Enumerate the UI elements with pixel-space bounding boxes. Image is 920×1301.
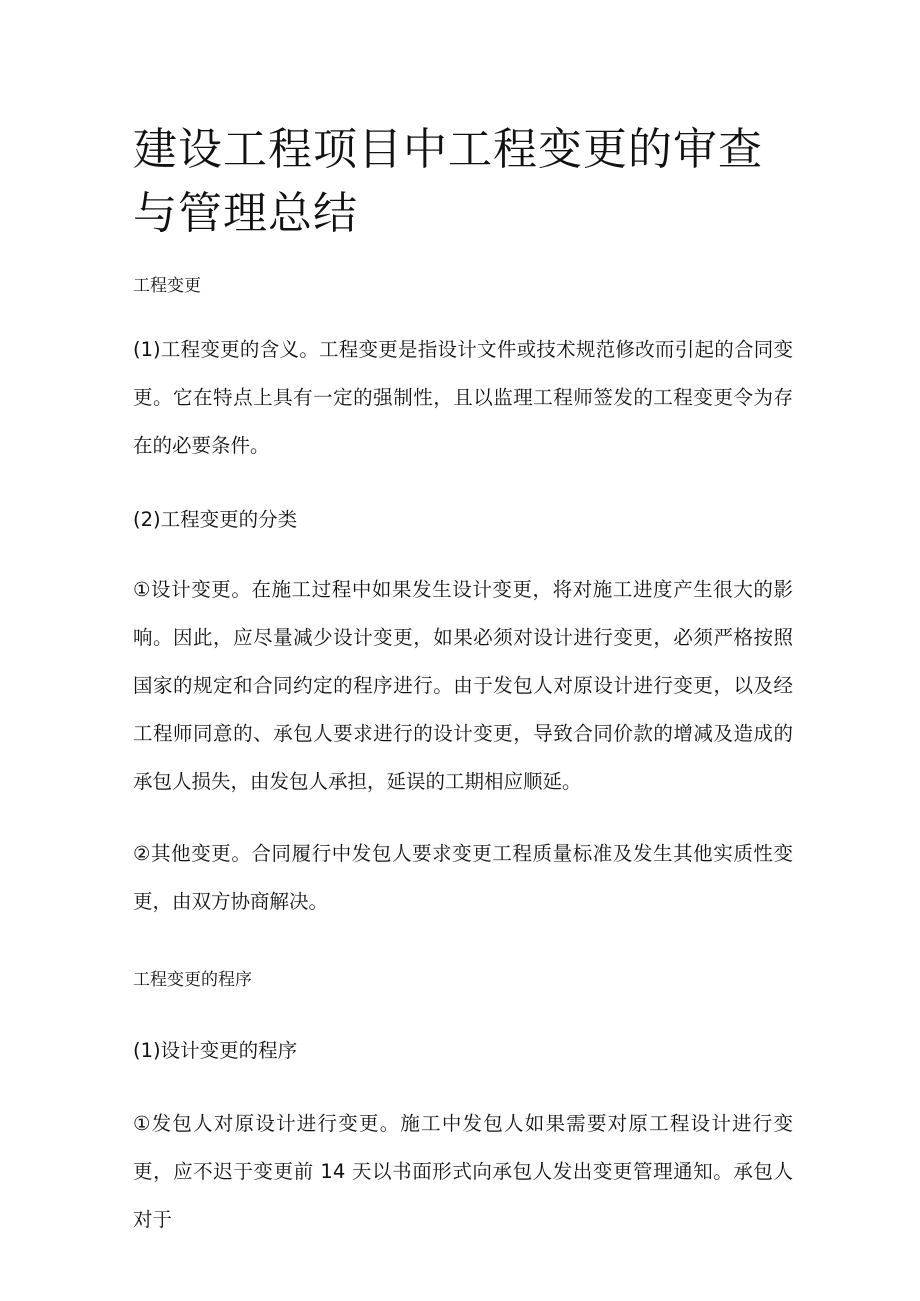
document-title: 建设工程项目中工程变更的审查与管理总结 — [133, 124, 763, 239]
section-heading-change-procedure: 工程变更的程序 — [133, 970, 252, 990]
subheading-change-classification: (2)工程变更的分类 — [133, 508, 298, 531]
section-heading-engineering-change: 工程变更 — [133, 276, 201, 296]
paragraph-other-change: ②其他变更。合同履行中发包人要求变更工程质量标准及发生其他实质性变更，由双方协商解决。 — [133, 842, 793, 913]
paragraph-design-change: ①设计变更。在施工过程中如果发生设计变更，将对施工进度产生很大的影响。因此，应尽量减少设计变更，如果必须对设计进行变更，必须严格按照国家的规定和合同约定的程序进行。由于发包人对原设计进行变更，以及经工程师同意的、承包人要求进行的设计变更，导致合同价款的增减及造成的承包人损失，由发包人承担，延误的工期相应顺延。 — [133, 578, 793, 793]
paragraph-change-definition: (1)工程变更的含义。工程变更是指设计文件或技术规范修改而引起的合同变更。它在特点上具有一定的强制性，且以监理工程师签发的工程变更令为存在的必要条件。 — [133, 338, 793, 457]
paragraph-owner-design-change: ①发包人对原设计进行变更。施工中发包人如果需要对原工程设计进行变更，应不迟于变更前 14 天以书面形式向承包人发出变更管理通知。承包人对于 — [133, 1112, 793, 1231]
subheading-design-change-procedure: (1)设计变更的程序 — [133, 1039, 298, 1062]
